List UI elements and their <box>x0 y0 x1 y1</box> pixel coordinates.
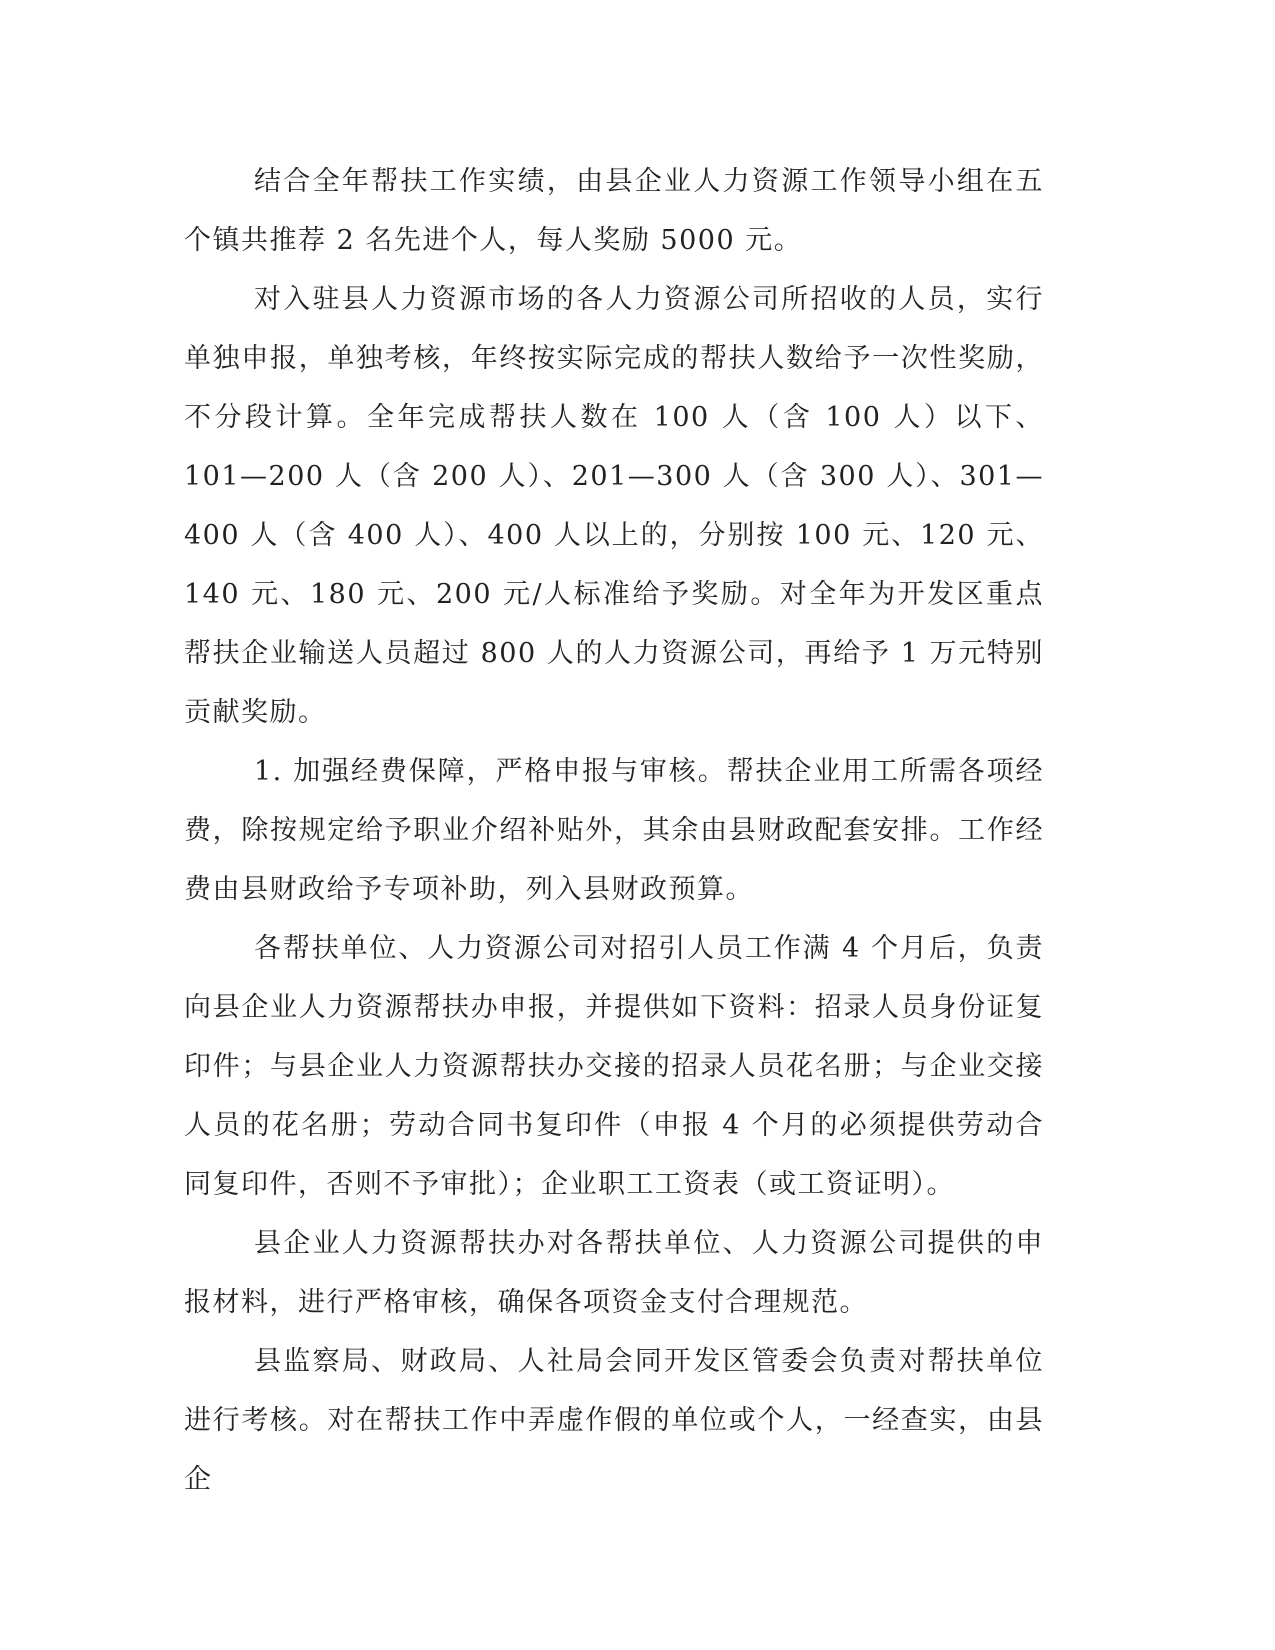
paragraph-advanced-individuals: 结合全年帮扶工作实绩，由县企业人力资源工作领导小组在五个镇共推荐 2 名先进个人，每人奖励 5000 元。 <box>184 166 1044 256</box>
paragraph-assessment: 县监察局、财政局、人社局会同开发区管委会负责对帮扶单位进行考核。对在帮扶工作中弄虚作假的单位或个人，一经查实，由县企 <box>184 1346 1044 1495</box>
document-body <box>184 152 1044 1509</box>
paragraph-hr-company-rewards: 对入驻县人力资源市场的各人力资源公司所招收的人员，实行单独申报，单独考核，年终按实际完成的帮扶人数给予一次性奖励，不分段计算。全年完成帮扶人数在 100 人（含 100 人）以下、101—200 人（含 200 人）、201—300 人（含 300 人）、301—400 人（含 400 人）、400 人以上的，分别按 100 元、120 元、140 元、180 元、200 元/人标准给予奖励。对全年为开发区重点帮扶企业输送人员超过 800 人的人力资源公司，再给予 1 万元特别贡献奖励。 <box>184 284 1044 728</box>
paragraph-funding-guarantee: 1. 加强经费保障，严格申报与审核。帮扶企业用工所需各项经费，除按规定给予职业介绍补贴外，其余由县财政配套安排。工作经费由县财政给予专项补助，列入县财政预算。 <box>184 756 1044 905</box>
paragraph-application-materials: 各帮扶单位、人力资源公司对招引人员工作满 4 个月后，负责向县企业人力资源帮扶办申报，并提供如下资料：招录人员身份证复印件；与县企业人力资源帮扶办交接的招录人员花名册；与企业交接人员的花名册；劳动合同书复印件（申报 4 个月的必须提供劳动合同复印件，否则不予审批）；企业职工工资表（或工资证明）。 <box>184 933 1044 1200</box>
paragraph-review: 县企业人力资源帮扶办对各帮扶单位、人力资源公司提供的申报材料，进行严格审核，确保各项资金支付合理规范。 <box>184 1228 1044 1318</box>
